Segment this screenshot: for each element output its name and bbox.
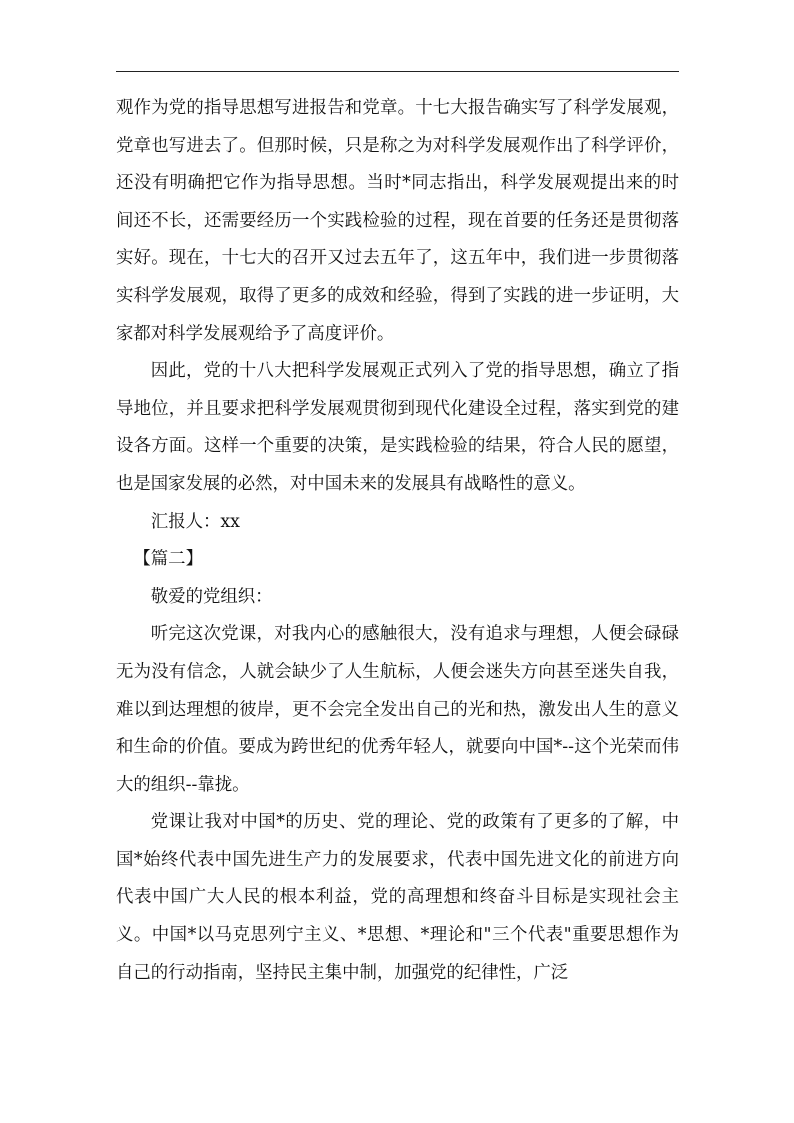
reporter-signature: 汇报人：xx xyxy=(150,511,240,532)
paragraph-party-lecture: 听完这次党课，对我内心的感触很大，没有追求与理想，人便会碌碌无为没有信念，人就会缺少了人生航标，人便会迷失方向甚至迷失自我，难以到达理想的彼岸，更不会完全发出自己的光和热，激发出人生的意义和生命的价值。要成为跨世纪的优秀年轻人，就要向中国*--这个光荣而伟大的组织--靠拢。 xyxy=(116,624,679,795)
salutation: 敬爱的党组织： xyxy=(150,586,273,607)
header-rule xyxy=(116,71,679,72)
section-heading: 【篇二】 xyxy=(133,549,203,570)
paragraph-party-history: 党课让我对中国*的历史、党的理论、党的政策有了更多的了解，中国*始终代表中国先进生产力的发展要求，代表中国先进文化的前进方向代表中国广大人民的根本利益，党的高理想和终奋斗目标是实现社会主义。中国*以马克思列宁主义、*思想、*理论和"三个代表"重要思想作为自己的行动指南，坚持民主集中制，加强党的纪律性，广泛 xyxy=(116,812,679,983)
paragraph-continuation: 观作为党的指导思想写进报告和党章。十七大报告确实写了科学发展观，党章也写进去了。但那时候，只是称之为对科学发展观作出了科学评价，还没有明确把它作为指导思想。当时*同志指出，科学发展观提出来的时间还不长，还需要经历一个实践检验的过程，现在首要的任务还是贯彻落实好。现在，十七大的召开又过去五年了，这五年中，我们进一步贯彻落实科学发展观，取得了更多的成效和经验，得到了实践的进一步证明，大家都对科学发展观给予了高度评价。 xyxy=(116,98,679,344)
document-body xyxy=(116,90,679,992)
paragraph-conclusion: 因此，党的十八大把科学发展观正式列入了党的指导思想，确立了指导地位，并且要求把科学发展观贯彻到现代化建设全过程，落实到党的建设各方面。这样一个重要的决策，是实践检验的结果，符合人民的愿望，也是国家发展的必然，对中国未来的发展具有战略性的意义。 xyxy=(116,361,679,494)
